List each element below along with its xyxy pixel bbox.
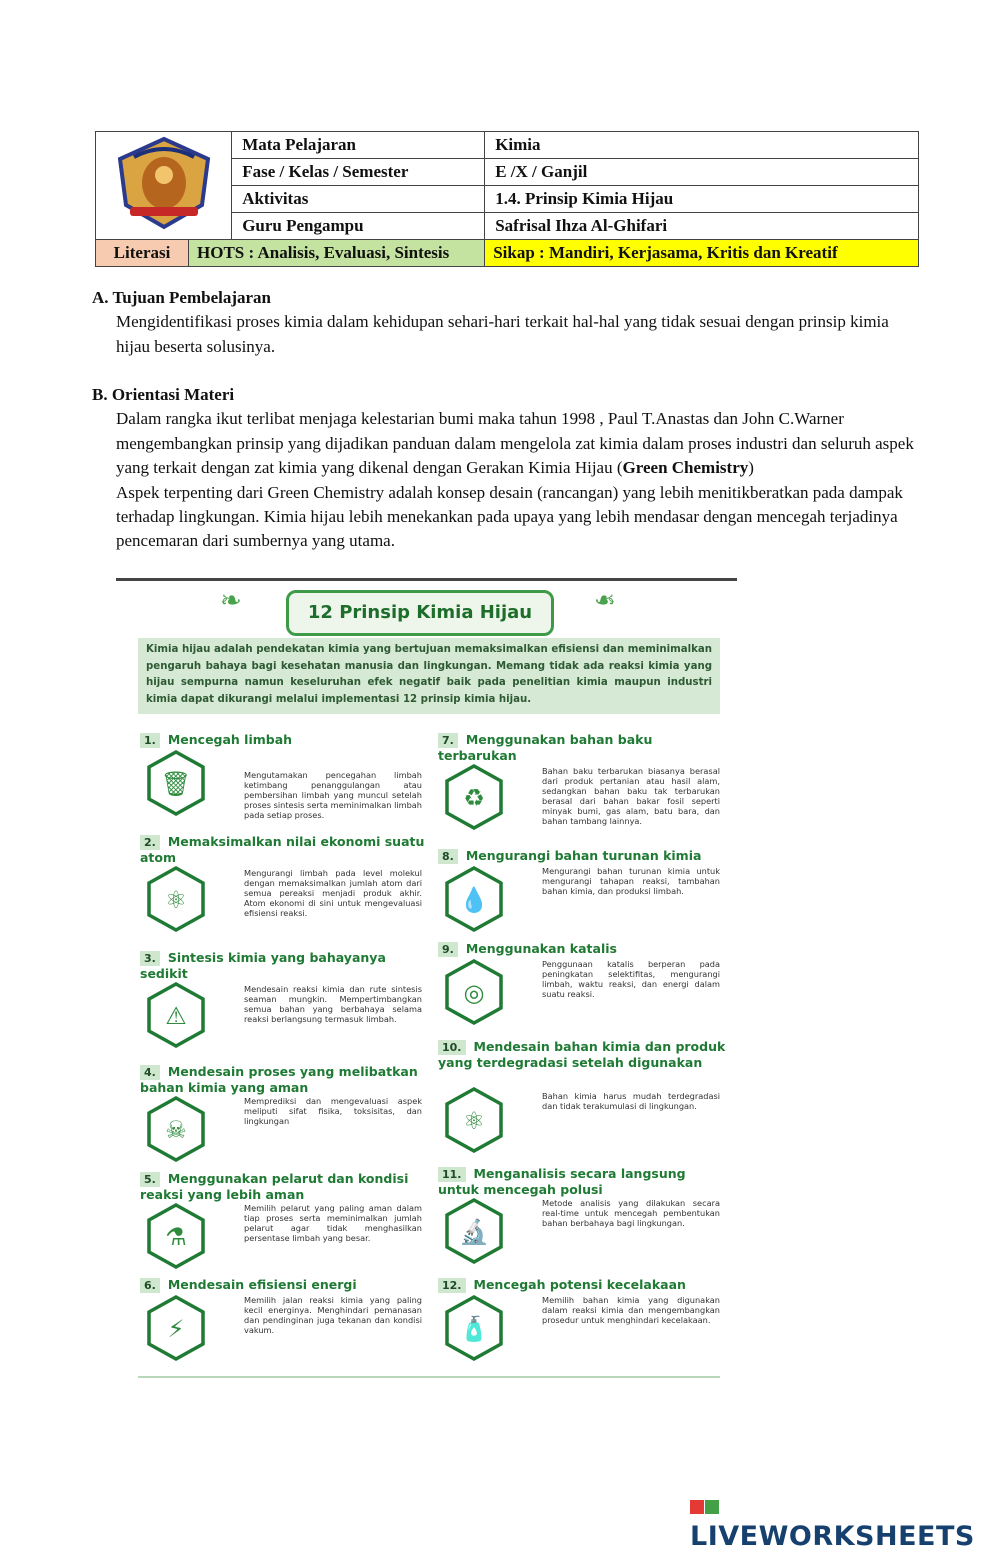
principle-description: Mengurangi limbah pada level molekul dengan memaksimalkan jumlah atom dari semua pereaksi menjadi produk akhir. Atom ekonomi di sini untuk mengevaluasi efisiensi reaksi. (244, 868, 422, 918)
principle-description: Mengurangi bahan turunan kimia untuk mengurangi tahapan reaksi, tambahan bahan kimia, dan produksi limbah. (542, 866, 720, 896)
principle-number: 10. (438, 1040, 466, 1055)
svg-text:☠: ☠ (165, 1116, 187, 1144)
infographic-top-rule (116, 578, 737, 581)
logo-square-green (705, 1500, 719, 1514)
section-orientasi (92, 383, 922, 554)
leaf-right-icon: ❧ (594, 586, 616, 615)
liveworksheets-watermark: LIVEWORKSHEETS (690, 1490, 999, 1552)
principle-number: 6. (140, 1278, 160, 1293)
principle-number: 11. (438, 1167, 466, 1182)
sikap-cell: Sikap : Mandiri, Kerjasama, Kritis dan Kreatif (485, 240, 919, 267)
principle-title (438, 848, 728, 864)
principle-number: 5. (140, 1172, 160, 1187)
principle-title-text: Mendesain efisiensi energi (167, 1277, 357, 1292)
principle-title-text: Menggunakan katalis (465, 941, 617, 956)
principle-number: 1. (140, 733, 160, 748)
literasi-cell: Literasi (96, 240, 189, 267)
value-aktivitas: 1.4. Prinsip Kimia Hijau (485, 186, 919, 213)
school-logo (96, 132, 232, 240)
section-a-text: Mengidentifikasi proses kimia dalam kehidupan sehari-hari terkait hal-hal yang tidak sesuai dengan prinsip kimia hijau beserta solusinya. (116, 312, 889, 356)
principle-number: 4. (140, 1065, 160, 1080)
principle-title (438, 732, 728, 763)
principle-title (438, 1166, 728, 1197)
principle-description: Penggunaan katalis berperan pada peningkatan selektifitas, mengurangi limbah, waktu reaksi, dan energi dalam suatu reaksi. (542, 959, 720, 999)
principle-title-text: Mengurangi bahan turunan kimia (465, 848, 702, 863)
svg-text:⚛: ⚛ (165, 886, 187, 914)
principle-title-text: Menggunakan pelarut dan kondisi reaksi yang lebih aman (140, 1171, 409, 1202)
section-a-heading: A. Tujuan Pembelajaran (92, 288, 271, 307)
principle-title-text: Mencegah potensi kecelakaan (473, 1277, 686, 1292)
svg-text:◎: ◎ (463, 979, 485, 1007)
principle-title-text: Mendesain bahan kimia dan produk yang terdegradasi setelah digunakan (438, 1039, 726, 1070)
principle-description: Mengutamakan pencegahan limbah ketimbang penanggulangan atau pembersihan limbah yang muncul setelah proses sintesis serta meminimalkan limbah pada setiap proses. (244, 770, 422, 820)
pipette-icon (444, 866, 504, 932)
principle-title-text: Menganalisis secara langsung untuk mencegah polusi (438, 1166, 686, 1197)
section-b-paragraph-2: Aspek terpenting dari Green Chemistry adalah konsep desain (rancangan) yang lebih menitikberatkan pada dampak terhadap lingkungan. Kimia hijau lebih menekankan pada upaya yang lebih mendasar dengan mencegah terjadinya pencemaran dari sumbernya yang utama. (116, 482, 903, 551)
svg-text:🗑: 🗑 (160, 770, 192, 798)
section-tujuan (92, 286, 922, 359)
principle-description: Memilih bahan kimia yang digunakan dalam reaksi kimia dan mengembangkan prosedur untuk menghindari kecelakaan. (542, 1295, 720, 1325)
warning-icon (146, 982, 206, 1048)
principle-title (140, 1277, 430, 1293)
svg-text:⚡: ⚡ (167, 1315, 185, 1343)
principle-title-text: Menggunakan bahan baku terbarukan (438, 732, 653, 763)
label-aktivitas: Aktivitas (232, 186, 485, 213)
label-mata-pelajaran: Mata Pelajaran (232, 132, 485, 159)
flask-icon (146, 1203, 206, 1269)
svg-text:⚗: ⚗ (165, 1223, 187, 1251)
principle-description: Memilih jalan reaksi kimia yang paling kecil energinya. Menghindari pemanasan dan pendinginan juga tekanan dan kondisi vakum. (244, 1295, 422, 1335)
infographic-title: 12 Prinsip Kimia Hijau (286, 590, 554, 636)
principle-description: Memprediksi dan mengevaluasi aspek meliputi sifat fisika, toksisitas, dan lingkungan (244, 1096, 422, 1126)
svg-text:♻: ♻ (463, 784, 485, 812)
principle-title-text: Sintesis kimia yang bahayanya sedikit (140, 950, 386, 981)
svg-text:💧: 💧 (459, 886, 489, 914)
value-mata-pelajaran: Kimia (485, 132, 919, 159)
principle-title (140, 834, 430, 865)
microscope-icon (444, 1198, 504, 1264)
svg-text:⚠: ⚠ (165, 1002, 187, 1030)
svg-text:⚛: ⚛ (463, 1107, 485, 1135)
principle-title-text: Mendesain proses yang melibatkan bahan kimia yang aman (140, 1064, 418, 1095)
school-crest-icon (108, 135, 220, 231)
principle-number: 3. (140, 951, 160, 966)
lightning-icon (146, 1295, 206, 1361)
principle-number: 2. (140, 835, 160, 850)
header-table (95, 131, 919, 267)
principle-description: Metode analisis yang dilakukan secara real-time untuk mencegah pembentukan bahan berbahaya bagi lingkungan. (542, 1198, 720, 1228)
logo-square-red (690, 1500, 704, 1514)
trash-bin-icon (146, 750, 206, 816)
infographic (116, 578, 737, 1382)
green-chemistry-term: Green Chemistry (622, 458, 749, 478)
principle-number: 12. (438, 1278, 466, 1293)
principle-number: 7. (438, 733, 458, 748)
principle-title (438, 1277, 728, 1293)
value-guru: Safrisal Ihza Al-Ghifari (485, 213, 919, 240)
principle-title (140, 1064, 430, 1095)
leaf-left-icon: ❧ (220, 586, 242, 615)
principle-title (438, 941, 728, 957)
svg-text:🧴: 🧴 (459, 1315, 489, 1343)
gauge-icon (444, 959, 504, 1025)
principle-title (140, 950, 430, 981)
principle-description: Mendesain reaksi kimia dan rute sintesis seaman mungkin. Mempertimbangkan semua bahan yang berbahaya selama reaksi berlangsung termasuk limbah. (244, 984, 422, 1024)
section-b-heading: B. Orientasi Materi (92, 385, 235, 404)
label-fase-kelas: Fase / Kelas / Semester (232, 159, 485, 186)
principle-description: Bahan kimia harus mudah terdegradasi dan tidak terakumulasi di lingkungan. (542, 1091, 720, 1111)
skull-icon (146, 1096, 206, 1162)
principle-description: Bahan baku terbarukan biasanya berasal dari produk pertanian atau hasil alam, sedangkan bahan baku tak terbarukan berasal dari bahan bakar fosil seperti minyak bumi, gas alam, batu bara, dan bahan tambang lainnya. (542, 766, 720, 826)
principle-description: Memilih pelarut yang paling aman dalam tiap proses serta meminimalkan jumlah pelarut agar tidak menghasilkan persentase limbah yang besar. (244, 1203, 422, 1243)
recycle-icon (444, 764, 504, 830)
principle-title (140, 1171, 430, 1202)
principle-number: 8. (438, 849, 458, 864)
section-b-paragraph-1: Dalam rangka ikut terlibat menjaga kelestarian bumi maka tahun 1998 , Paul T.Anastas dan John C.Warner mengembangkan prinsip yang dijadikan panduan dalam mengelola zat kimia dalam proses industri dan seluruh aspek yang terkait dengan zat kimia yang dikenal dengan Gerakan Kimia Hijau (Green Chemistry) (116, 409, 914, 478)
svg-text:🔬: 🔬 (459, 1218, 489, 1246)
molecule-icon (146, 866, 206, 932)
principle-title (438, 1039, 728, 1070)
infographic-intro: Kimia hijau adalah pendekatan kimia yang bertujuan memaksimalkan efisiensi dan meminimalkan pengaruh bahaya bagi kesehatan manusia dan lingkungan. Memang tidak ada reaksi kimia yang hijau sempurna namun keseluruhan efek negatif baik pada penelitian kimia maupun industri kimia dapat dikurangi melalui implementasi 12 prinsip kimia hijau. (138, 638, 720, 714)
value-fase-kelas: E /X / Ganjil (485, 159, 919, 186)
principle-title-text: Mencegah limbah (167, 732, 293, 747)
degrade-icon (444, 1087, 504, 1153)
label-guru: Guru Pengampu (232, 213, 485, 240)
principle-title-text: Memaksimalkan nilai ekonomi suatu atom (140, 834, 425, 865)
infographic-bottom-rule (138, 1376, 720, 1378)
principle-title (140, 732, 430, 748)
hots-cell: HOTS : Analisis, Evaluasi, Sintesis (189, 240, 485, 267)
bottle-icon (444, 1295, 504, 1361)
principle-number: 9. (438, 942, 458, 957)
